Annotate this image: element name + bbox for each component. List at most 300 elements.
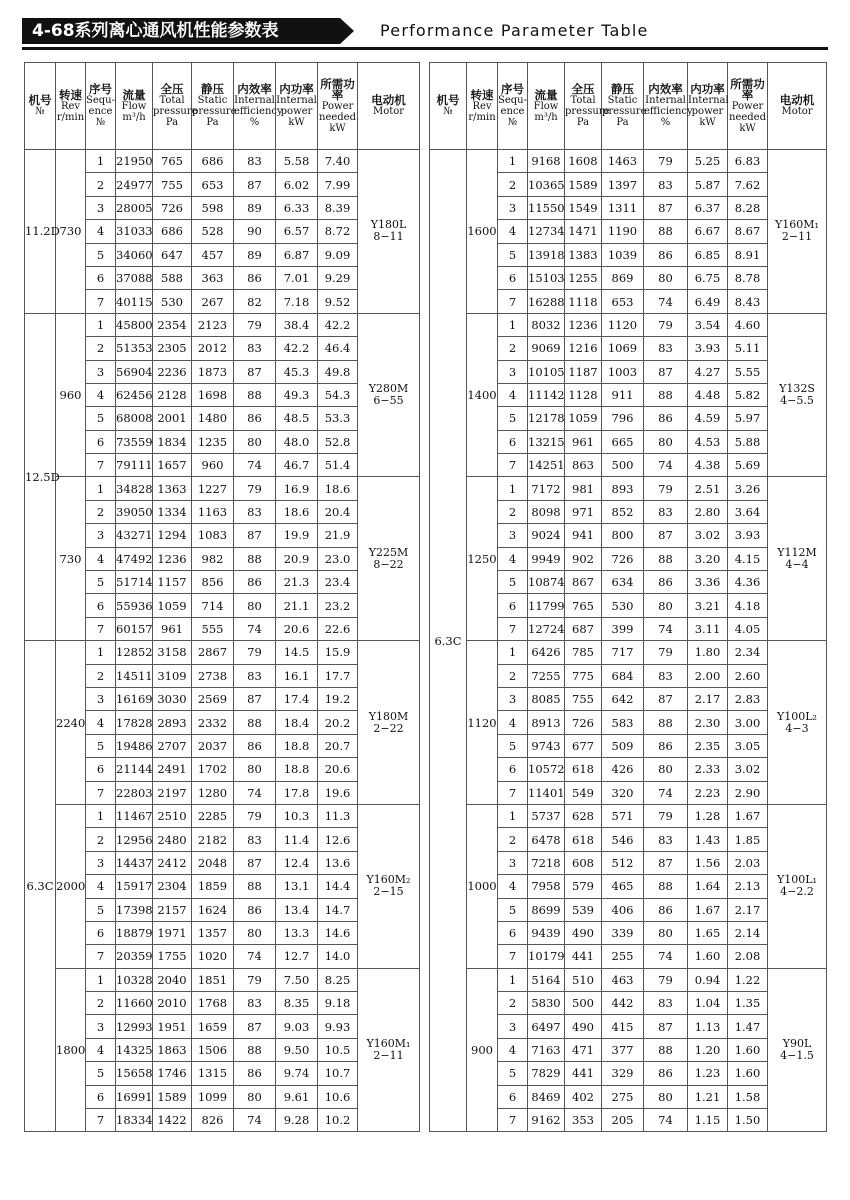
value-cell-seq: 6 — [498, 1085, 528, 1108]
header-static-zh: 静压 — [201, 82, 224, 96]
value-cell-need: 23.0 — [318, 547, 358, 570]
value-cell-eff: 83 — [644, 337, 688, 360]
value-cell-power: 3.20 — [688, 547, 728, 570]
value-cell-flow: 9162 — [528, 1109, 565, 1132]
value-cell-power: 1.60 — [688, 945, 728, 968]
value-cell-seq: 1 — [498, 477, 528, 500]
value-cell-flow: 14251 — [528, 454, 565, 477]
value-cell-eff: 87 — [234, 851, 276, 874]
value-cell-need: 8.39 — [318, 196, 358, 219]
value-cell-eff: 83 — [234, 992, 276, 1015]
value-cell-static: 869 — [602, 266, 644, 289]
value-cell-seq: 2 — [86, 664, 116, 687]
value-cell-need: 2.14 — [728, 921, 768, 944]
value-cell-flow: 7218 — [528, 851, 565, 874]
model-cell: 12.5D — [25, 313, 56, 640]
value-cell-seq: 7 — [498, 290, 528, 313]
value-cell-power: 4.48 — [688, 383, 728, 406]
value-cell-seq: 2 — [86, 992, 116, 1015]
value-cell-flow: 17828 — [116, 711, 153, 734]
value-cell-power: 5.58 — [276, 150, 318, 173]
value-cell-total: 1834 — [153, 430, 192, 453]
value-cell-seq: 3 — [86, 360, 116, 383]
value-cell-seq: 1 — [86, 313, 116, 336]
value-cell-total: 1128 — [565, 383, 602, 406]
value-cell-eff: 74 — [234, 1109, 276, 1132]
value-cell-total: 608 — [565, 851, 602, 874]
value-cell-need: 23.4 — [318, 571, 358, 594]
value-cell-need: 1.60 — [728, 1038, 768, 1061]
value-cell-flow: 11660 — [116, 992, 153, 1015]
value-cell-flow: 56904 — [116, 360, 153, 383]
value-cell-power: 7.50 — [276, 968, 318, 991]
header-need — [318, 63, 358, 150]
header-seq-zh: 序号 — [501, 82, 524, 96]
value-cell-flow: 37088 — [116, 266, 153, 289]
value-cell-flow: 9168 — [528, 150, 565, 173]
header-power-en: Internal power kW — [276, 95, 317, 128]
value-cell-need: 1.35 — [728, 992, 768, 1015]
value-cell-flow: 7958 — [528, 875, 565, 898]
value-cell-flow: 11550 — [528, 196, 565, 219]
value-cell-static: 1020 — [192, 945, 234, 968]
value-cell-need: 9.09 — [318, 243, 358, 266]
speed-cell: 1000 — [467, 804, 498, 968]
value-cell-power: 18.8 — [276, 758, 318, 781]
value-cell-total: 1255 — [565, 266, 602, 289]
value-cell-eff: 88 — [234, 1038, 276, 1061]
header-model — [430, 63, 467, 150]
value-cell-power: 14.5 — [276, 641, 318, 664]
value-cell-total: 686 — [153, 220, 192, 243]
speed-cell: 1800 — [56, 968, 86, 1132]
value-cell-eff: 80 — [234, 594, 276, 617]
value-cell-power: 6.85 — [688, 243, 728, 266]
value-cell-need: 2.17 — [728, 898, 768, 921]
value-cell-static: 329 — [602, 1062, 644, 1085]
value-cell-total: 490 — [565, 1015, 602, 1038]
value-cell-total: 1383 — [565, 243, 602, 266]
value-cell-power: 1.67 — [688, 898, 728, 921]
motor-cell: Y160M₁ 2−11 — [768, 150, 827, 314]
value-cell-need: 3.64 — [728, 500, 768, 523]
value-cell-total: 902 — [565, 547, 602, 570]
value-cell-seq: 4 — [86, 383, 116, 406]
value-cell-need: 13.6 — [318, 851, 358, 874]
value-cell-need: 4.18 — [728, 594, 768, 617]
value-cell-flow: 20359 — [116, 945, 153, 968]
value-cell-seq: 4 — [86, 220, 116, 243]
motor-cell: Y100L₁ 4−2.2 — [768, 804, 827, 968]
value-cell-power: 20.6 — [276, 617, 318, 640]
value-cell-seq: 4 — [498, 220, 528, 243]
value-cell-flow: 60157 — [116, 617, 153, 640]
motor-cell: Y100L₂ 4−3 — [768, 641, 827, 805]
header-model — [25, 63, 56, 150]
value-cell-static: 2569 — [192, 687, 234, 710]
value-cell-power: 12.4 — [276, 851, 318, 874]
value-cell-need: 8.91 — [728, 243, 768, 266]
value-cell-power: 2.23 — [688, 781, 728, 804]
value-cell-total: 579 — [565, 875, 602, 898]
value-cell-static: 714 — [192, 594, 234, 617]
value-cell-static: 2037 — [192, 734, 234, 757]
value-cell-eff: 80 — [644, 594, 688, 617]
speed-cell: 730 — [56, 150, 86, 314]
value-cell-power: 42.2 — [276, 337, 318, 360]
value-cell-static: 275 — [602, 1085, 644, 1108]
value-cell-seq: 2 — [498, 500, 528, 523]
value-cell-static: 255 — [602, 945, 644, 968]
speed-cell: 2240 — [56, 641, 86, 805]
value-cell-eff: 82 — [234, 290, 276, 313]
value-cell-total: 2157 — [153, 898, 192, 921]
value-cell-flow: 55936 — [116, 594, 153, 617]
value-cell-static: 377 — [602, 1038, 644, 1061]
value-cell-total: 1746 — [153, 1062, 192, 1085]
value-cell-flow: 6497 — [528, 1015, 565, 1038]
value-cell-total: 1236 — [565, 313, 602, 336]
value-cell-need: 21.9 — [318, 524, 358, 547]
value-cell-flow: 12178 — [528, 407, 565, 430]
value-cell-need: 51.4 — [318, 454, 358, 477]
header-static-en: Static pressure Pa — [602, 95, 647, 128]
value-cell-need: 9.52 — [318, 290, 358, 313]
value-cell-static: 528 — [192, 220, 234, 243]
value-cell-flow: 13215 — [528, 430, 565, 453]
value-cell-need: 2.13 — [728, 875, 768, 898]
value-cell-flow: 43271 — [116, 524, 153, 547]
value-cell-static: 598 — [192, 196, 234, 219]
value-cell-flow: 10874 — [528, 571, 565, 594]
header-need-en: Power needed kW — [319, 100, 356, 134]
value-cell-need: 8.78 — [728, 266, 768, 289]
value-cell-static: 546 — [602, 828, 644, 851]
value-cell-eff: 83 — [234, 150, 276, 173]
value-cell-total: 441 — [565, 945, 602, 968]
value-cell-flow: 47492 — [116, 547, 153, 570]
value-cell-flow: 7829 — [528, 1062, 565, 1085]
value-cell-power: 2.80 — [688, 500, 728, 523]
value-cell-power: 3.21 — [688, 594, 728, 617]
value-cell-static: 1698 — [192, 383, 234, 406]
header-total-en: Total pressure Pa — [565, 95, 610, 128]
header-eff-zh: 内效率 — [237, 82, 272, 96]
value-cell-static: 2867 — [192, 641, 234, 664]
value-cell-seq: 5 — [498, 571, 528, 594]
value-cell-need: 9.93 — [318, 1015, 358, 1038]
value-cell-seq: 2 — [498, 828, 528, 851]
header-total-zh: 全压 — [571, 82, 595, 96]
value-cell-seq: 1 — [86, 804, 116, 827]
value-cell-power: 16.1 — [276, 664, 318, 687]
value-cell-power: 48.0 — [276, 430, 318, 453]
header-flow-en: Flow m³/h — [121, 100, 147, 123]
value-cell-need: 1.60 — [728, 1062, 768, 1085]
value-cell-total: 353 — [565, 1109, 602, 1132]
value-cell-seq: 3 — [498, 360, 528, 383]
value-cell-total: 618 — [565, 828, 602, 851]
header-static-en: Static pressure Pa — [192, 95, 237, 128]
value-cell-power: 46.7 — [276, 454, 318, 477]
header-flow-zh: 流量 — [122, 87, 146, 102]
value-cell-static: 426 — [602, 758, 644, 781]
motor-cell: Y180M 2−22 — [358, 641, 420, 805]
value-cell-static: 717 — [602, 641, 644, 664]
value-cell-need: 1.58 — [728, 1085, 768, 1108]
value-cell-eff: 83 — [234, 500, 276, 523]
value-cell-eff: 86 — [644, 734, 688, 757]
value-cell-eff: 80 — [644, 430, 688, 453]
header-motor-zh: 电动机 — [371, 93, 406, 107]
value-cell-eff: 83 — [234, 828, 276, 851]
value-cell-seq: 2 — [498, 173, 528, 196]
value-cell-eff: 80 — [234, 430, 276, 453]
header-need-zh: 所需功率 — [730, 76, 765, 102]
header-row — [25, 63, 420, 150]
value-cell-flow: 13918 — [528, 243, 565, 266]
speed-cell: 960 — [56, 313, 86, 477]
value-cell-need: 49.8 — [318, 360, 358, 383]
value-cell-seq: 1 — [498, 641, 528, 664]
value-cell-need: 7.62 — [728, 173, 768, 196]
value-cell-total: 1118 — [565, 290, 602, 313]
value-cell-seq: 3 — [498, 687, 528, 710]
value-cell-total: 647 — [153, 243, 192, 266]
value-cell-power: 1.20 — [688, 1038, 728, 1061]
value-cell-static: 1311 — [602, 196, 644, 219]
header-seq — [86, 63, 116, 150]
value-cell-seq: 5 — [498, 898, 528, 921]
value-cell-power: 3.93 — [688, 337, 728, 360]
value-cell-flow: 16288 — [528, 290, 565, 313]
value-cell-power: 10.3 — [276, 804, 318, 827]
value-cell-static: 399 — [602, 617, 644, 640]
value-cell-flow: 6426 — [528, 641, 565, 664]
value-cell-eff: 87 — [234, 1015, 276, 1038]
value-cell-seq: 7 — [86, 454, 116, 477]
header-flow-zh: 流量 — [534, 87, 558, 102]
value-cell-eff: 74 — [644, 1109, 688, 1132]
value-cell-static: 583 — [602, 711, 644, 734]
value-cell-total: 2480 — [153, 828, 192, 851]
value-cell-total: 2510 — [153, 804, 192, 827]
value-cell-need: 10.7 — [318, 1062, 358, 1085]
value-cell-static: 1099 — [192, 1085, 234, 1108]
value-cell-power: 7.01 — [276, 266, 318, 289]
value-cell-need: 9.29 — [318, 266, 358, 289]
value-cell-seq: 4 — [498, 547, 528, 570]
value-cell-flow: 28005 — [116, 196, 153, 219]
value-cell-static: 2182 — [192, 828, 234, 851]
value-cell-power: 1.65 — [688, 921, 728, 944]
value-cell-seq: 7 — [86, 1109, 116, 1132]
value-cell-seq: 3 — [86, 851, 116, 874]
value-cell-need: 1.22 — [728, 968, 768, 991]
motor-cell: Y225M 8−22 — [358, 477, 420, 641]
value-cell-total: 530 — [153, 290, 192, 313]
value-cell-total: 2412 — [153, 851, 192, 874]
value-cell-seq: 3 — [498, 196, 528, 219]
value-cell-flow: 14437 — [116, 851, 153, 874]
value-cell-need: 14.7 — [318, 898, 358, 921]
value-cell-flow: 73559 — [116, 430, 153, 453]
value-cell-seq: 6 — [86, 594, 116, 617]
value-cell-static: 1235 — [192, 430, 234, 453]
value-cell-static: 2332 — [192, 711, 234, 734]
value-cell-flow: 9024 — [528, 524, 565, 547]
value-cell-static: 665 — [602, 430, 644, 453]
value-cell-eff: 80 — [644, 1085, 688, 1108]
value-cell-need: 17.7 — [318, 664, 358, 687]
value-cell-total: 1755 — [153, 945, 192, 968]
value-cell-total: 2893 — [153, 711, 192, 734]
value-cell-power: 9.61 — [276, 1085, 318, 1108]
value-cell-flow: 8913 — [528, 711, 565, 734]
value-cell-power: 17.8 — [276, 781, 318, 804]
value-cell-need: 8.25 — [318, 968, 358, 991]
header-motor — [768, 63, 827, 150]
value-cell-need: 5.82 — [728, 383, 768, 406]
value-cell-seq: 5 — [498, 407, 528, 430]
value-cell-need: 2.83 — [728, 687, 768, 710]
value-cell-need: 5.97 — [728, 407, 768, 430]
value-cell-flow: 12956 — [116, 828, 153, 851]
value-cell-need: 2.08 — [728, 945, 768, 968]
value-cell-flow: 31033 — [116, 220, 153, 243]
value-cell-eff: 83 — [234, 337, 276, 360]
value-cell-eff: 74 — [234, 945, 276, 968]
value-cell-total: 1059 — [153, 594, 192, 617]
value-cell-eff: 88 — [234, 547, 276, 570]
value-cell-need: 8.67 — [728, 220, 768, 243]
value-cell-power: 2.35 — [688, 734, 728, 757]
header-power-zh: 内功率 — [279, 82, 314, 96]
header-seq-en: Sequ- ence № — [86, 95, 115, 128]
value-cell-power: 13.4 — [276, 898, 318, 921]
value-cell-eff: 79 — [644, 641, 688, 664]
value-cell-eff: 87 — [644, 524, 688, 547]
value-cell-seq: 1 — [498, 804, 528, 827]
value-cell-total: 588 — [153, 266, 192, 289]
value-cell-total: 755 — [153, 173, 192, 196]
header-speed-en: Rev r/min — [468, 100, 496, 123]
value-cell-eff: 86 — [644, 898, 688, 921]
value-cell-power: 38.4 — [276, 313, 318, 336]
value-cell-eff: 83 — [234, 664, 276, 687]
value-cell-total: 867 — [565, 571, 602, 594]
value-cell-eff: 86 — [234, 734, 276, 757]
value-cell-eff: 74 — [644, 781, 688, 804]
value-cell-total: 1589 — [565, 173, 602, 196]
value-cell-power: 11.4 — [276, 828, 318, 851]
title-cn: 4-68系列离心通风机性能参数表 — [22, 18, 340, 44]
value-cell-eff: 80 — [644, 266, 688, 289]
value-cell-power: 3.54 — [688, 313, 728, 336]
value-cell-power: 1.56 — [688, 851, 728, 874]
header-power-zh: 内功率 — [690, 82, 725, 96]
motor-cell: Y112M 4−4 — [768, 477, 827, 641]
value-cell-total: 1059 — [565, 407, 602, 430]
value-cell-need: 23.2 — [318, 594, 358, 617]
value-cell-static: 1702 — [192, 758, 234, 781]
value-cell-seq: 7 — [86, 945, 116, 968]
value-cell-seq: 2 — [86, 500, 116, 523]
header-model-en: № — [35, 106, 45, 117]
value-cell-eff: 88 — [644, 220, 688, 243]
value-cell-eff: 88 — [644, 711, 688, 734]
value-cell-eff: 87 — [234, 687, 276, 710]
value-cell-flow: 15103 — [528, 266, 565, 289]
value-cell-total: 755 — [565, 687, 602, 710]
value-cell-eff: 86 — [234, 571, 276, 594]
value-cell-seq: 1 — [498, 313, 528, 336]
value-cell-flow: 11401 — [528, 781, 565, 804]
value-cell-eff: 87 — [234, 524, 276, 547]
header-speed — [56, 63, 86, 150]
value-cell-seq: 1 — [86, 477, 116, 500]
value-cell-power: 1.80 — [688, 641, 728, 664]
value-cell-power: 5.87 — [688, 173, 728, 196]
value-cell-power: 21.3 — [276, 571, 318, 594]
value-cell-seq: 1 — [498, 150, 528, 173]
value-cell-seq: 5 — [86, 571, 116, 594]
value-cell-need: 4.60 — [728, 313, 768, 336]
value-cell-eff: 80 — [234, 921, 276, 944]
value-cell-eff: 87 — [644, 196, 688, 219]
header-static — [602, 63, 647, 150]
value-cell-eff: 83 — [644, 992, 688, 1015]
value-cell-power: 1.21 — [688, 1085, 728, 1108]
motor-cell: Y280M 6−55 — [358, 313, 420, 477]
table-row — [430, 968, 827, 991]
value-cell-flow: 10328 — [116, 968, 153, 991]
header-eff-en: Internal efficiency % — [644, 95, 693, 128]
value-cell-need: 7.40 — [318, 150, 358, 173]
value-cell-power: 1.15 — [688, 1109, 728, 1132]
speed-cell: 1400 — [467, 313, 498, 477]
value-cell-power: 2.51 — [688, 477, 728, 500]
value-cell-static: 2048 — [192, 851, 234, 874]
value-cell-power: 1.28 — [688, 804, 728, 827]
value-cell-total: 687 — [565, 617, 602, 640]
value-cell-seq: 2 — [86, 828, 116, 851]
value-cell-static: 1357 — [192, 921, 234, 944]
value-cell-power: 13.1 — [276, 875, 318, 898]
value-cell-seq: 4 — [498, 1038, 528, 1061]
value-cell-seq: 4 — [86, 1038, 116, 1061]
header-speed-zh: 转速 — [59, 87, 82, 102]
value-cell-total: 1236 — [153, 547, 192, 570]
value-cell-eff: 74 — [234, 617, 276, 640]
value-cell-power: 1.64 — [688, 875, 728, 898]
value-cell-static: 911 — [602, 383, 644, 406]
value-cell-total: 441 — [565, 1062, 602, 1085]
value-cell-power: 2.30 — [688, 711, 728, 734]
value-cell-eff: 83 — [644, 500, 688, 523]
value-cell-seq: 7 — [498, 945, 528, 968]
value-cell-total: 961 — [153, 617, 192, 640]
value-cell-seq: 2 — [86, 173, 116, 196]
header-seq — [498, 63, 528, 150]
value-cell-eff: 79 — [644, 150, 688, 173]
value-cell-static: 982 — [192, 547, 234, 570]
value-cell-static: 1003 — [602, 360, 644, 383]
motor-cell: Y160M₁ 2−11 — [358, 968, 420, 1132]
value-cell-static: 653 — [192, 173, 234, 196]
table-row — [25, 641, 420, 664]
value-cell-flow: 10105 — [528, 360, 565, 383]
